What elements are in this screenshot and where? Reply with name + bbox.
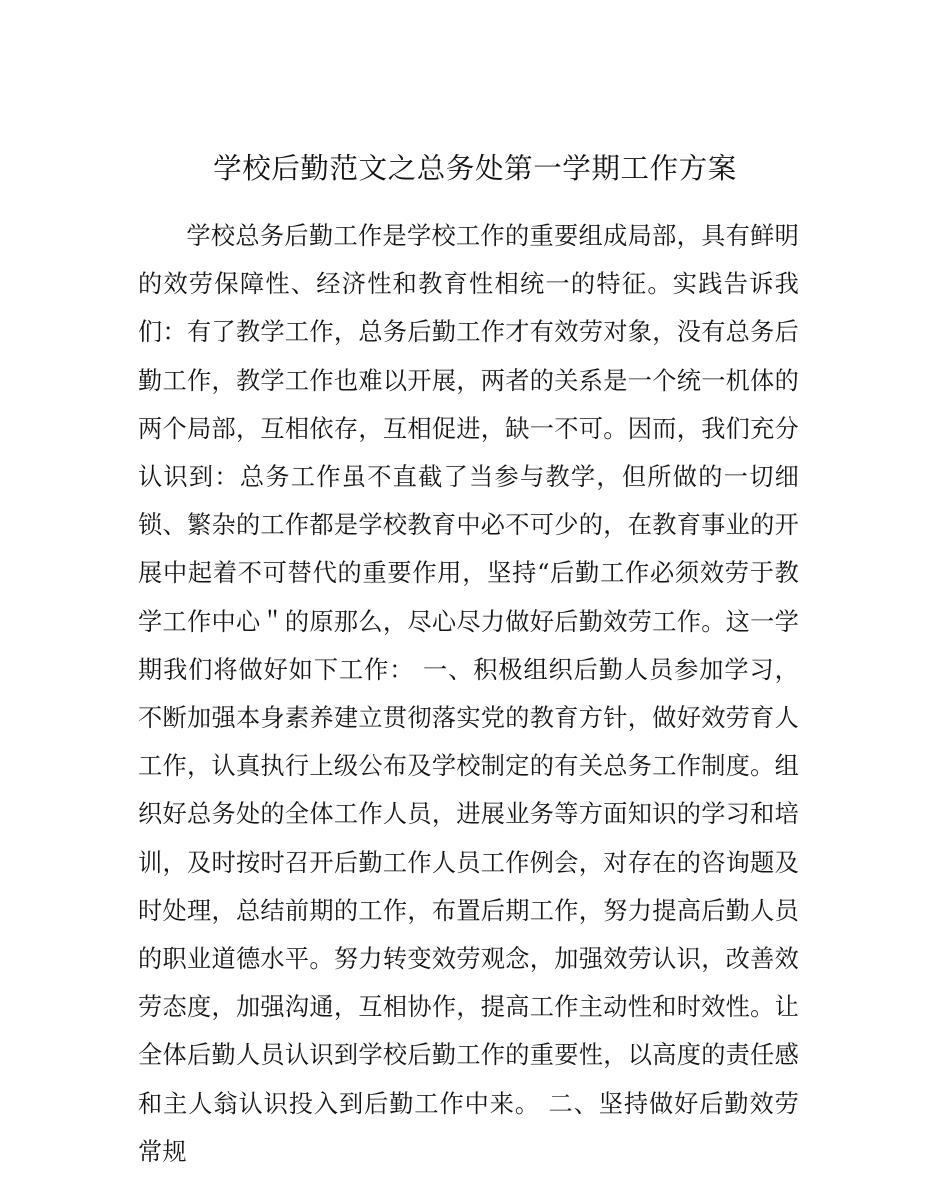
- document-body: [138, 212, 799, 1176]
- page-title: 学校后勤范文之总务处第一学期工作方案: [213, 152, 737, 186]
- body-paragraph: 学校总务后勤工作是学校工作的重要组成局部，具有鲜明的效劳保障性、经济性和教育性相统一的特征。实践告诉我们：有了教学工作，总务后勤工作才有效劳对象，没有总务后勤工作，教学工作也难以开展，两者的关系是一个统一机体的两个局部，互相依存，互相促进，缺一不可。因而，我们充分认识到：总务工作虽不直截了当参与教学，但所做的一切细锁、繁杂的工作都是学校教育中必不可少的，在教育事业的开展中起着不可替代的重要作用，坚持“后勤工作必须效劳于教学工作中心＂的原那么，尽心尽力做好后勤效劳工作。这一学期我们将做好如下工作： 一、积极组织后勤人员参加学习，不断加强本身素养建立贯彻落实党的教育方针，做好效劳育人工作，认真执行上级公布及学校制定的有关总务工作制度。组织好总务处的全体工作人员，进展业务等方面知识的学习和培训，及时按时召开后勤工作人员工作例会，对存在的咨询题及时处理，总结前期的工作，布置后期工作，努力提高后勤人员的职业道德水平。努力转变效劳观念，加强效劳认识，改善效劳态度，加强沟通，互相协作，提高工作主动性和时效性。让全体后勤人员认识到学校后勤工作的重要性，以高度的责任感和主人翁认识投入到后勤工作中来。 二、坚持做好后勤效劳常规: [138, 222, 799, 1166]
